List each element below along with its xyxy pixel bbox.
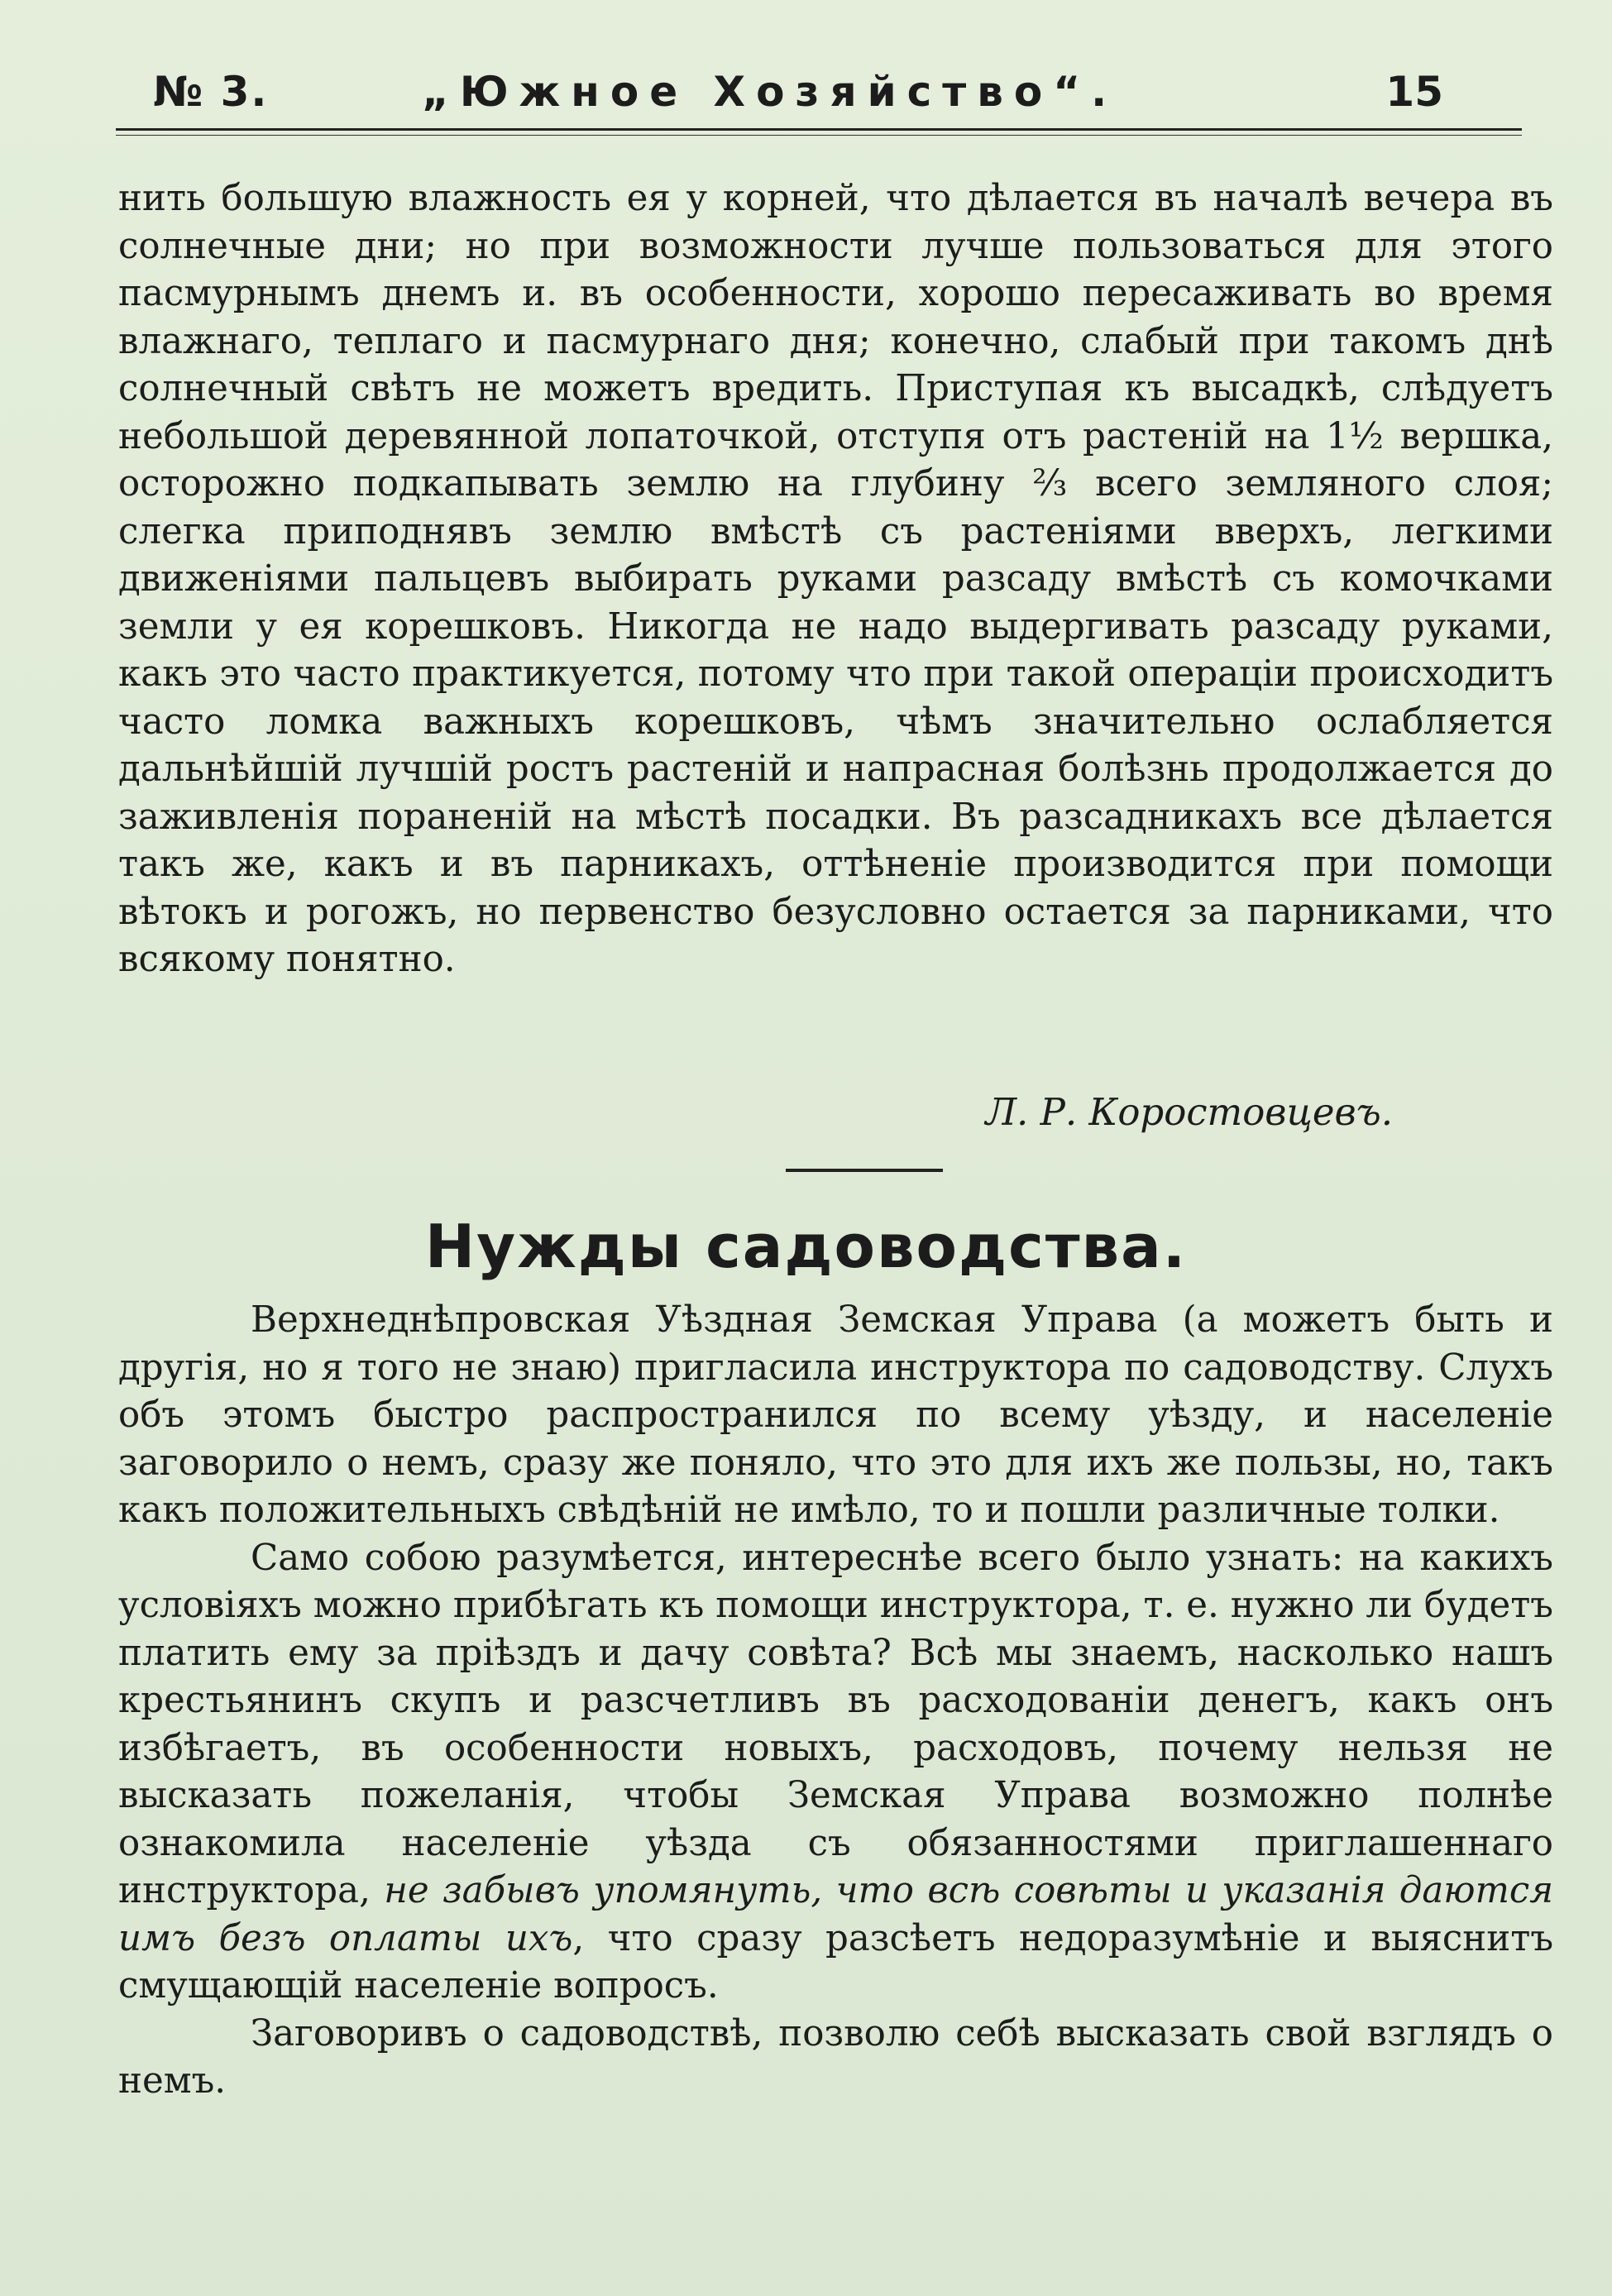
article1-body — [118, 175, 1553, 984]
article1-paragraph: нить большую влажность ея у корней, что дѣлается въ началѣ вечера въ солнечные дни; но при возможности лучше пользоваться для этого пасмурнымъ днемъ и. въ особенности, хорошо пересаживать во время влажнаго, теплаго и пасмурнаго дня; конечно, слабый при такомъ днѣ солнечный свѣтъ не можетъ вредить. Приступая къ высадкѣ, слѣдуетъ небольшой деревянной лопаточкой, отступя отъ растеній на 1½ вершка, осторожно подкапывать землю на глубину ⅔ всего земляного слоя; слегка приподнявъ землю вмѣстѣ съ растеніями вверхъ, легкими движеніями пальцевъ выбирать руками разсаду вмѣстѣ съ комочками земли у ея корешковъ. Никогда не надо выдергивать разсаду руками, какъ это часто практикуется, потому что при такой операціи происходитъ часто ломка важныхъ корешковъ, чѣмъ значительно ослабляется дальнѣйшій лучшій ростъ растеній и напрасная болѣзнь продолжается до заживленія пораненій на мѣстѣ посадки. Въ разсадникахъ все дѣлается такъ же, какъ и въ парникахъ, оттѣненіе производится при помощи вѣтокъ и рогожъ, но первенство безусловно остается за парниками, что всякому понятно. — [118, 178, 1553, 980]
author-signature: Л. Р. Коростовцевъ. — [985, 1090, 1393, 1134]
article2-paragraph-2 — [118, 1535, 1553, 2011]
paragraph-2-text: Само собою разумѣется, интереснѣе всего было узнать: на какихъ условіяхъ можно прибѣгать къ помощи инструктора, т. е. нужно ли будетъ платить ему за пріѣздъ и дачу совѣта? Всѣ мы знаемъ, насколько нашъ крестьянинъ скупъ и разсчетливъ въ расходованіи денегъ, какъ онъ избѣгаетъ, въ особенности новыхъ, расходовъ, почему нельзя не высказать пожеланія, чтобы Земская Управа возможно полнѣе ознакомила населеніе уѣзда съ обязанностями приглашеннаго инструктора, — [118, 1537, 1553, 1911]
italic-phrase: не забывъ упомянуть, что всѣ совѣты и указанія даются имъ безъ оплаты ихъ — [118, 1870, 1553, 1959]
article-title: Нужды садоводства. — [424, 1212, 1188, 1281]
article2-paragraph-3: Заговоривъ о садоводствѣ, позволю себѣ высказать свой взглядъ о немъ. — [118, 2012, 1553, 2102]
header-rule-thin — [116, 135, 1522, 136]
article2-paragraph-1: Верхнеднѣпровская Уѣздная Земская Управа (а можетъ быть и другія, но я того не знаю) пригласила инструктора по садоводству. Слухъ объ этомъ быстро распространился по всему уѣзду, и населеніе заговорило о немъ, сразу же поняло, что это для ихъ же пользы, но, такъ какъ положительныхъ свѣдѣній не имѣло, то и пошли различные толки. — [118, 1299, 1553, 1531]
page-header — [153, 68, 1476, 134]
journal-title: „Южное Хозяйство“. — [422, 68, 1118, 116]
issue-number: № 3. — [153, 68, 269, 116]
article2-body — [118, 1297, 1553, 2106]
section-divider — [786, 1169, 943, 1172]
page-number: 15 — [1385, 68, 1443, 116]
paragraph-2-end: , что сразу разсѣетъ недоразумѣніе и выяснитъ смущающій населеніе вопросъ. — [118, 1917, 1554, 2007]
header-rule — [116, 128, 1522, 131]
